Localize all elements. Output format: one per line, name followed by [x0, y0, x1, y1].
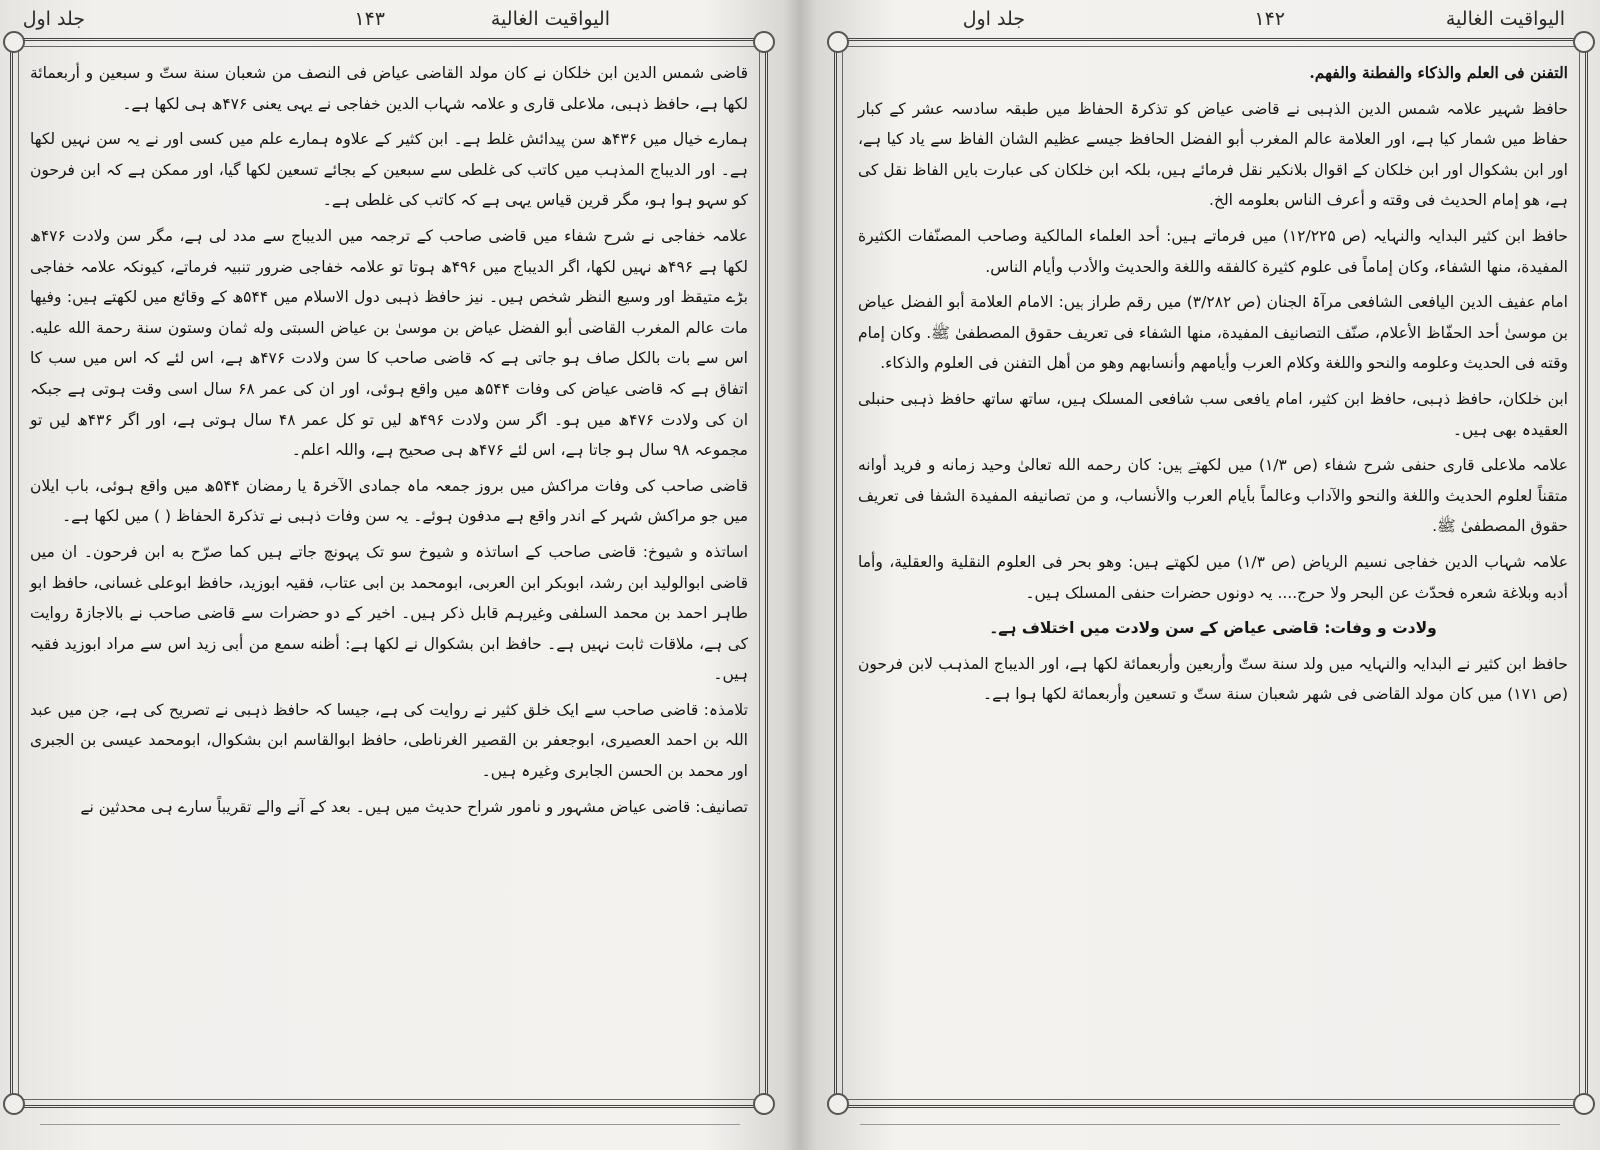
- corner-ornament-icon: [827, 31, 849, 53]
- paragraph: امام عفیف الدین الیافعی الشافعی مرآۃ الجنان (ص ۳/۲۸۲) میں رقم طراز ہیں: الامام العلامة أبو الفضل عياض بن موسىٰ أحد الحفّاظ الأعلام، صنّف التصانيف المفيدة، منها الشفاء فی تعريف حقوق المصطفىٰ ﷺ. وكان إمام وقته فی الحديث وعلومه والنحو واللغة وكلام العرب وأيامهم وأنسابهم وهو من أهل التفنن فی العلوم والذكاء.: [858, 293, 1568, 373]
- paragraph: التفنن فی العلم والذكاء والفطنة والفهم.: [1309, 63, 1568, 82]
- volume-label: جلد اول: [962, 8, 1025, 30]
- running-head-title: اليواقيت الغالية: [490, 8, 610, 30]
- paragraph: حافظ شہیر علامہ شمس الدین الذہبی نے قاضی عیاض کو تذکرۃ الحفاظ میں طبقہ سادسہ عشر کے کبار حفاظ میں شمار کیا ہے، اور العلامة عالم المغرب أبو الفضل الحافظ جیسے عظیم الشان الفاظ سے یاد کیا ہے، اور ابن بشکوال اور ابن خلکان کے اقوال بلانکیر نقل فرمائے ہیں، بلکہ ابن خلکان کی عبارت بایں الفاظ نقل کی ہے، هو إمام الحديث فی وقته و أعرف الناس بعلومه الخ.: [858, 99, 1568, 210]
- page-number: ۱۴۳: [354, 8, 385, 30]
- running-head-title: اليواقيت الغالية: [1445, 8, 1565, 30]
- paragraph: حافظ ابن کثیر نے البدایہ والنہایہ میں ولد سنة ستّ وأربعين وأربعمائة لکھا ہے، اور الدیباج المذہب لابن فرحون (ص ۱۷۱) میں كان مولد القاضی فی شهر شعبان سنة ستّ و تسعين وأربعمائة لکھا ہوا ہے۔: [858, 654, 1568, 704]
- paragraph: قاضی شمس الدین ابن خلکان نے كان مولد القاضی عياض فى النصف من شعبان سنة ستّ و سبعين و أربعمائة لکھا ہے، حافظ ذہبی، ملاعلی قاری و علامہ شہاب الدین خفاجی نے یہی یعنی ۴۷۶ھ ہی لکھا ہے۔: [30, 64, 748, 113]
- running-head: [0, 8, 780, 34]
- bottom-rule: [40, 1124, 740, 1132]
- paragraph: علامہ خفاجی نے شرح شفاء میں قاضی صاحب کے ترجمہ میں الدیباج سے مدد لی ہے، مگر سن ولادت ۴۷۶ھ لکھا ہے ۴۹۶ھ نہیں لکھا، اگر الدیباج میں ۴۹۶ھ ہوتا تو علامہ خفاجی ضرور تنبیہ فرماتے، کیونکہ علامہ خفاجی بڑے متیقظ اور وسیع النظر شخص ہیں۔ نیز حافظ ذہبی دول الاسلام میں ۵۴۴ھ کے وقائع میں لکھتے ہیں: وفيها مات عالم المغرب القاضی أبو الفضل عياض بن موسىٰ بن عياض السبتی وله ثمان وستون سنة رحمة الله عليه. اس سے بات بالکل صاف ہو جاتی ہے کہ قاضی صاحب کا سن ولادت ۴۷۶ھ ہے، اس لئے کہ اس میں سب کا اتفاق ہے کہ قاضی عیاض کی وفات ۵۴۴ھ میں واقع ہوئی، اور ان کی عمر ۶۸ سال اسی وقت ہوتی ہے جبکہ ان کی ولادت ۴۷۶ھ میں ہو۔ اگر سن ولادت ۴۹۶ھ لیں تو کل عمر ۴۸ سال ہوتی ہے، اور اگر ۴۳۶ھ لیں تو مجموعہ ۹۸ سال ہو جاتا ہے، اس لئے ۴۷۶ھ ہی صحیح ہے، واللہ اعلم۔: [30, 226, 749, 460]
- paragraph: قاضی صاحب کی وفات مراکش میں بروز جمعہ ماہ جمادی الآخرۃ یا رمضان ۵۴۴ھ میں واقع ہوئی، باب ایلان میں جو مراکش شہر کے اندر واقع ہے مدفون ہوئے۔ یہ سن وفات ذہبی نے تذکرۃ الحفاظ ( ) میں لکھا ہے۔: [30, 476, 748, 526]
- corner-ornament-icon: [1573, 1093, 1595, 1115]
- paragraph: تصانیف: قاضی عیاض مشہور و نامور شراح حدیث میں ہیں۔ بعد کے آنے والے تقریباً سارے ہی محدثین نے: [80, 797, 748, 816]
- volume-label: جلد اول: [22, 8, 85, 30]
- paragraph: ہمارے خیال میں ۴۳۶ھ سن پیدائش غلط ہے۔ ابن کثیر کے علاوہ ہمارے علم میں کسی اور نے یہ سن نہیں لکھا ہے۔ اور الدیباج المذہب میں کاتب کی غلطی سے سبعین کے بجائے تسعین لکھا گیا، اور ممکن ہے کہ ابن فرحون کو سہو ہوا ہو، مگر قرین قیاس یہی ہے کہ کاتب کی غلطی ہے۔: [30, 130, 748, 210]
- left-page: [0, 0, 780, 1150]
- corner-ornament-icon: [3, 31, 25, 53]
- corner-ornament-icon: [753, 31, 775, 53]
- paragraph: حافظ ابن کثیر البدایہ والنہایہ (ص ۱۲/۲۲۵) میں فرماتے ہیں: أحد العلماء المالكية وصاحب المصنّفات الكثيرة المفيدة، منها الشفاء، وكان إماماً فی علوم كثيرة كالفقه واللغة والحديث والأدب وأيام الناس.: [858, 226, 1569, 276]
- paragraph: اساتذہ و شیوخ: قاضی صاحب کے اساتذہ و شیوخ سو تک پہونچ جاتے ہیں كما صرّح به ابن فرحون۔ ان میں قاضی ابوالولید ابن رشد، ابوبکر ابن العربی، ابومحمد بن ابی عتاب، فقیہ ابوزید، حافظ ابوعلی غسانی، حافظ ابو طاہر احمد بن محمد السلفی وغیرہم قابل ذکر ہیں۔ اخیر کے دو حضرات سے قاضی صاحب نے بالاجازۃ روایت کی ہے، ملاقات ثابت نہیں ہے۔ حافظ ابن بشکوال نے لکھا ہے: أظنه سمع من أبی زيد اس سے مراد ابوزید فقیہ ہیں۔: [30, 542, 748, 684]
- paragraph: علامہ شہاب الدین خفاجی نسیم الریاض (ص ۱/۳) میں لکھتے ہیں: وهو بحر فی العلوم النقلية والعقلية، وأما أدبه وبلاغة شعره فحدّث عن البحر ولا حرج.... یہ دونوں حضرات حنفی المسلک ہیں۔: [858, 552, 1568, 602]
- corner-ornament-icon: [1573, 31, 1595, 53]
- page-number: ۱۴۲: [1254, 8, 1285, 30]
- paragraph: ابن خلکان، حافظ ذہبی، حافظ ابن کثیر، امام یافعی سب شافعی المسلک ہیں، ساتھ ساتھ حافظ ذہبی حنبلی العقیدہ بھی ہیں۔: [858, 389, 1568, 439]
- section-heading: ولادت و وفات: قاضی عیاض کے سن ولادت میں اختلاف ہے۔: [989, 619, 1437, 638]
- corner-ornament-icon: [753, 1093, 775, 1115]
- right-page: [820, 0, 1600, 1150]
- bottom-rule: [860, 1124, 1560, 1132]
- page-body: [858, 58, 1568, 715]
- paragraph: علامہ ملاعلی قاری حنفی شرح شفاء (ص ۱/۳) میں لکھتے ہیں: كان رحمه الله تعالىٰ وحيد زمانه و فريد أوانه متقناً لعلوم الحديث واللغة والنحو والآداب وعالماً بأيام العرب والأنساب، و من تصانيفه المفيدة الشفا فی تعريف حقوق المصطفىٰ ﷺ.: [858, 456, 1568, 536]
- page-body: [30, 58, 748, 827]
- corner-ornament-icon: [827, 1093, 849, 1115]
- running-head: [820, 8, 1600, 34]
- paragraph: تلامذہ: قاضی صاحب سے ایک خلق کثیر نے روایت کی ہے، جیسا کہ حافظ ذہبی نے تصریح کی ہے، جن میں عبد اللہ بن احمد العصیری، ابوجعفر بن القصیر الغرناطی، حافظ ابوالقاسم ابن بشکوال، ابومحمد عیسی بن الجبری اور محمد بن الحسن الجابری وغیرہ ہیں۔: [30, 700, 748, 781]
- corner-ornament-icon: [3, 1093, 25, 1115]
